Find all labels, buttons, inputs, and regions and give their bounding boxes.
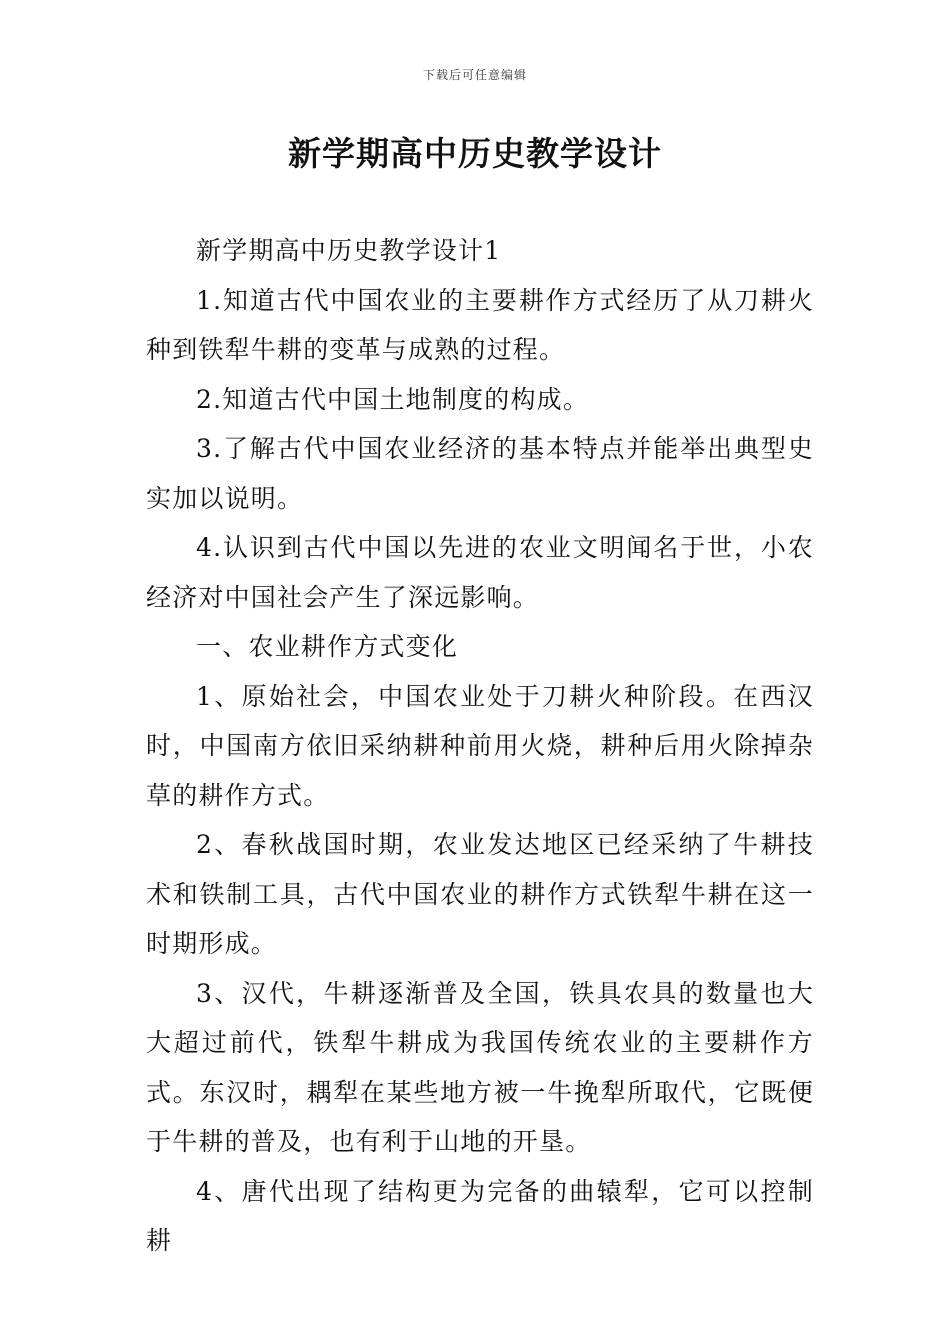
paragraph-objective-3: 3.了解古代中国农业经济的基本特点并能举出典型史实加以说明。 <box>146 434 814 513</box>
paragraph-item-2: 2、春秋战国时期，农业发达地区已经采纳了牛耕技术和铁制工具，古代中国农业的耕作方式铁犁牛耕在这一时期形成。 <box>146 830 814 958</box>
paragraph-subheading: 一、农业耕作方式变化 <box>196 632 459 661</box>
paragraph-objective-2: 2.知道古代中国土地制度的构成。 <box>196 384 590 414</box>
paragraph-item-4: 4、唐代出现了结构更为完备的曲辕犁，它可以控制耕 <box>146 1176 814 1255</box>
paragraph-objective-4: 4.认识到古代中国以先进的农业文明闻名于世，小农经济对中国社会产生了深远影响。 <box>146 533 814 612</box>
paragraph-objective-1: 1.知道古代中国农业的主要耕作方式经历了从刀耕火种到铁犁牛耕的变革与成熟的过程。 <box>146 285 814 364</box>
paragraph-section-heading: 新学期高中历史教学设计1 <box>196 236 502 265</box>
document-body <box>146 226 814 1266</box>
header-note: 下载后可任意编辑 <box>422 68 527 82</box>
paragraph-item-3: 3、汉代，牛耕逐渐普及全国，铁具农具的数量也大大超过前代，铁犁牛耕成为我国传统农业的主要耕作方式。东汉时，耦犁在某些地方被一牛挽犁所取代，它既便于牛耕的普及，也有利于山地的开垦。 <box>146 978 814 1156</box>
document-title: 新学期高中历史教学设计 <box>288 134 662 173</box>
paragraph-item-1: 1、原始社会，中国农业处于刀耕火种阶段。在西汉时，中国南方依旧采纳耕种前用火烧，耕种后用火除掉杂草的耕作方式。 <box>146 681 814 810</box>
